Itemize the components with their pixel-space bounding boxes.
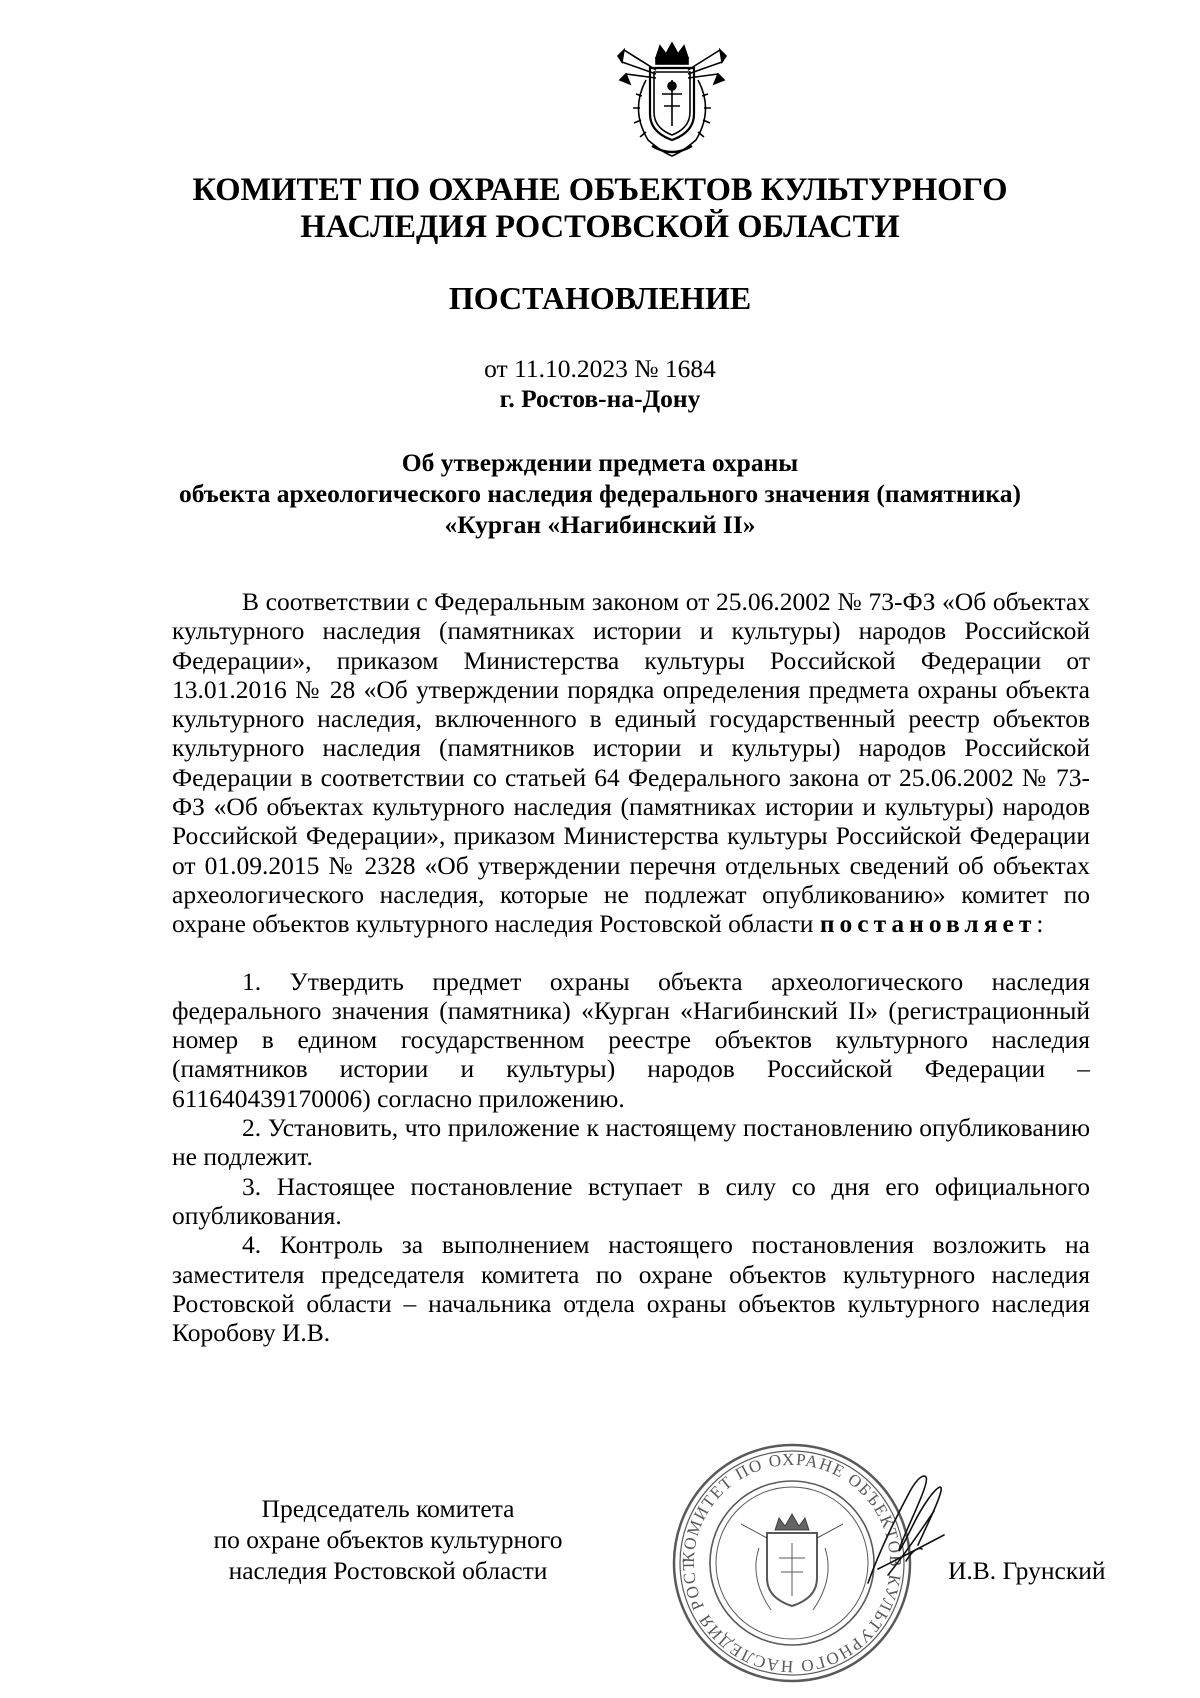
subject-line-1: Об утверждении предмета охраны (401, 448, 799, 477)
document-type: ПОСТАНОВЛЕНИЕ (448, 280, 752, 316)
signatory-name: И.В. Грунский (948, 1556, 1106, 1585)
signatory-title-line-3: наследия Ростовской области (228, 1556, 548, 1585)
date-and-number: от 11.10.2023 № 1684 (484, 354, 716, 383)
org-line-2: НАСЛЕДИЯ РОСТОВСКОЙ ОБЛАСТИ (300, 209, 900, 245)
resolves-word: постановляет (819, 909, 1037, 939)
preamble-text: В соответствии с Федеральным законом от 25.06.2002 № 73-ФЗ «Об объектах культурного наследия (памятниках истории и культуры) народов Российской Федерации», приказом Министерства культуры Российской Федерации от 13.01.2016 № 28 «Об утверждении порядка определения предмета охраны объекта культурного наследия, включенного в единый государственный реестр объектов культурного наследия (памятников истории и культуры) народов Российской Федерации в соответствии со статьей 64 Федерального закона от 25.06.2002 № 73-ФЗ «Об объектах культурного наследия (памятниках истории и культуры) народов Российской Федерации», приказом Министерства культуры Российской Федерации от 01.09.2015 № 2328 «Об утверждении перечня отдельных сведений об объектах археологического наследия, которые не подлежат опубликованию» комитет по охране объектов культурного наследия Ростовской области (172, 587, 1090, 939)
signatory-title (168, 1493, 608, 1586)
subject-line-3: «Курган «Нагибинский II» (444, 510, 756, 539)
coat-of-arms-icon (616, 40, 728, 162)
org-line-1: КОМИТЕТ ПО ОХРАНЕ ОБЪЕКТОВ КУЛЬТУРНОГО (192, 172, 1008, 208)
item-4: 4. Контроль за выполнением настоящего постановления возложить на заместителя председателя комитета по охране объектов культурного наследия Ростовской области – начальника отдела охраны объектов культурного наследия Коробову И.В. (172, 1230, 1090, 1348)
item-2: 2. Установить, что приложение к настоящему постановлению опубликованию не подлежит. (172, 1113, 1090, 1172)
signatory-title-line-2: по охране объектов культурного (213, 1525, 563, 1554)
handwritten-signature-icon (848, 1465, 958, 1595)
item-1: 1. Утвердить предмет охраны объекта археологического наследия федерального значения (памятника) «Курган «Нагибинский II» (регистрационный номер в едином государственном реестре объектов культурного наследия (памятников истории и культуры) народов Российской Федерации – 611640439170006) согласно приложению. (172, 966, 1090, 1113)
city: г. Ростов-на-Дону (499, 384, 701, 413)
subject-line-2: объекта археологического наследия федерального значения (памятника) (179, 479, 1021, 508)
seal-text: КОМИТЕТ ПО ОХРАНЕ ОБЪЕКТОВ КУЛЬТУРНОГО НАСЛЕДИЯ РОСТ (678, 1449, 906, 1677)
organization-name (150, 172, 1050, 246)
signatory-title-line-1: Председатель комитета (261, 1494, 515, 1523)
item-3: 3. Настоящее постановление вступает в силу со дня его официального опубликования. (172, 1171, 1090, 1230)
preamble-paragraph (172, 587, 1090, 939)
document-subject (150, 447, 1050, 540)
preamble-tail: : (1036, 909, 1044, 939)
document-body (172, 587, 1090, 1347)
